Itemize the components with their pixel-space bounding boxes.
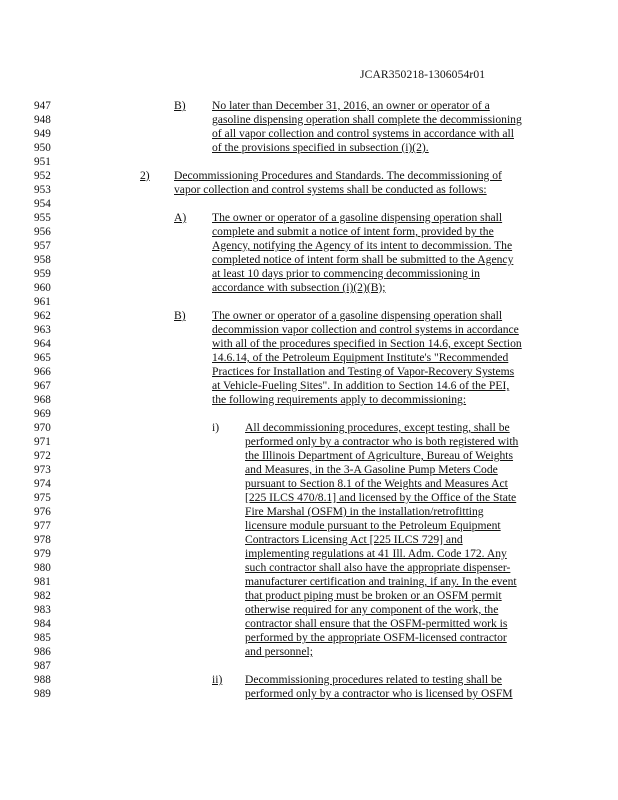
line-number: 970 [34, 422, 51, 434]
text-line: Decommissioning procedures related to testing shall be [245, 673, 502, 686]
text-line: contractor shall ensure that the OSFM-permitted work is [245, 617, 508, 630]
text-line: gasoline dispensing operation shall complete the decommissioning [212, 113, 522, 126]
text-line: decommission vapor collection and control systems in accordance [212, 323, 519, 336]
item-label-a: A) [174, 211, 187, 224]
line-number: 967 [34, 380, 51, 392]
text-line: vapor collection and control systems shall be conducted as follows: [174, 183, 487, 196]
text-line: at least 10 days prior to commencing decommissioning in [212, 267, 480, 280]
text-line: completed notice of intent form shall be submitted to the Agency [212, 253, 514, 266]
text-line: Practices for Installation and Testing of Vapor-Recovery Systems [212, 365, 515, 378]
line-number: 964 [34, 338, 51, 350]
line-number: 986 [34, 646, 51, 658]
item-label-b: B) [174, 309, 186, 322]
item-label-ii: ii) [212, 673, 223, 686]
line-number: 958 [34, 254, 51, 266]
line-number: 968 [34, 394, 51, 406]
line-number: 956 [34, 226, 51, 238]
line-number: 961 [34, 296, 51, 308]
text-line: the following requirements apply to decommissioning: [212, 393, 467, 406]
text-line: such contractor shall also have the appropriate dispenser- [245, 561, 511, 574]
text-line: 14.6.14, of the Petroleum Equipment Institute's "Recommended [212, 351, 509, 364]
text-line [212, 100, 490, 112]
line-number: 974 [34, 478, 51, 490]
section-label-2: 2) [140, 169, 150, 182]
text-line: performed only by a contractor who is licensed by OSFM [245, 687, 513, 700]
line-number: 948 [34, 114, 51, 126]
text-line: performed only by a contractor who is both registered with [245, 435, 519, 448]
text-line-underlined: No later than December 31, 2016, an owner or operator of a [212, 99, 490, 112]
item-label-b: B) [174, 99, 186, 112]
line-number: 976 [34, 506, 51, 518]
text-line: accordance with subsection (i)(2)(B); [212, 281, 386, 294]
line-number: 979 [34, 548, 51, 560]
line-number: 955 [34, 212, 51, 224]
line-number: 989 [34, 688, 51, 700]
text-line: The owner or operator of a gasoline dispensing operation shall [212, 309, 503, 322]
text-line: the Illinois Department of Agriculture, Bureau of Weights [245, 449, 514, 462]
line-number: 972 [34, 450, 51, 462]
text-line: at Vehicle-Fueling Sites". In addition to Section 14.6 of the PEI, [212, 379, 510, 392]
line-number: 959 [34, 268, 51, 280]
line-number: 960 [34, 282, 51, 294]
line-number: 975 [34, 492, 51, 504]
line-number: 978 [34, 534, 51, 546]
text-line: [225 ILCS 470/8.1] and licensed by the Office of the State [245, 491, 517, 504]
line-number: 947 [34, 100, 51, 112]
text-line: implementing regulations at 41 Ill. Adm. Code 172. Any [245, 547, 507, 560]
text-line: All decommissioning procedures, except testing, shall be [245, 421, 510, 434]
text-line: complete and submit a notice of intent form, provided by the [212, 225, 494, 238]
text-line: with all of the procedures specified in Section 14.6, except Section [212, 337, 522, 350]
text-line: The owner or operator of a gasoline dispensing operation shall [212, 211, 503, 224]
text-line: otherwise required for any component of the work, the [245, 603, 499, 616]
line-number: 962 [34, 310, 51, 322]
text-line: that product piping must be broken or an OSFM permit [245, 589, 502, 602]
line-number: 973 [34, 464, 51, 476]
line-number: 988 [34, 674, 51, 686]
text-line: licensure module pursuant to the Petroleum Equipment [245, 519, 501, 532]
line-number: 949 [34, 128, 51, 140]
line-number: 965 [34, 352, 51, 364]
line-number: 977 [34, 520, 51, 532]
line-number: 957 [34, 240, 51, 252]
text-line: Fire Marshal (OSFM) in the installation/retrofitting [245, 505, 484, 518]
text-line: pursuant to Section 8.1 of the Weights and Measures Act [245, 477, 508, 490]
line-number: 963 [34, 324, 51, 336]
line-number: 981 [34, 576, 51, 588]
text-line: and Measures, in the 3-A Gasoline Pump Meters Code [245, 463, 498, 476]
line-number: 951 [34, 156, 51, 168]
text-line: and personnel; [245, 645, 313, 658]
item-label-i: i) [212, 421, 220, 434]
line-number: 983 [34, 604, 51, 616]
text-line: Decommissioning Procedures and Standards. The decommissioning of [174, 169, 502, 182]
line-number: 952 [34, 170, 51, 182]
line-number: 980 [34, 562, 51, 574]
line-number: 950 [34, 142, 51, 154]
text-line: of all vapor collection and control systems in accordance with all [212, 127, 514, 140]
line-number: 985 [34, 632, 51, 644]
text-line: of the provisions specified in subsection (i)(2). [212, 141, 429, 154]
text-line: performed by the appropriate OSFM-licensed contractor [245, 631, 507, 644]
document-id-header: JCAR350218-1306054r01 [360, 68, 486, 81]
line-number: 984 [34, 618, 51, 630]
line-number: 987 [34, 660, 51, 672]
text-line: Agency, notifying the Agency of its intent to decommission. The [212, 239, 513, 252]
line-number: 969 [34, 408, 51, 420]
text-line: Contractors Licensing Act [225 ILCS 729] and [245, 533, 463, 546]
line-number: 971 [34, 436, 51, 448]
line-number: 954 [34, 198, 51, 210]
line-number: 982 [34, 590, 51, 602]
text-line: manufacturer certification and training, if any. In the event [245, 575, 517, 588]
line-number: 966 [34, 366, 51, 378]
line-number: 953 [34, 184, 51, 196]
